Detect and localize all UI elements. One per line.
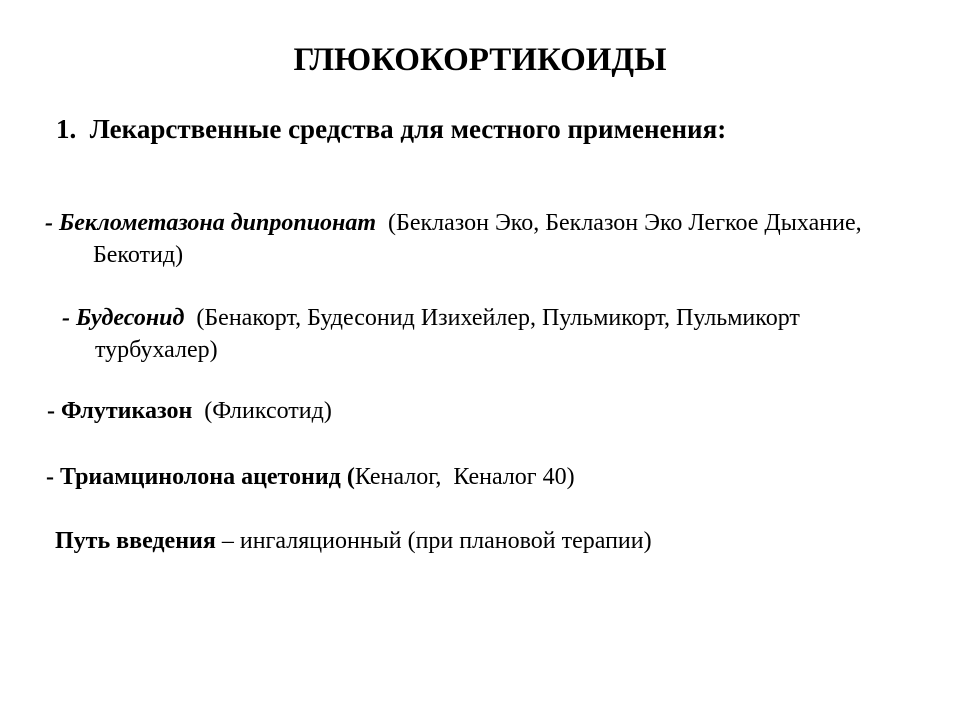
drug-item-budesonide — [45, 302, 940, 366]
drug-item-triamcinolone — [46, 461, 940, 493]
drug-name: - Триамцинолона ацетонид ( — [46, 464, 355, 490]
drug-brands: (Беклазон Эко, Беклазон Эко Легкое Дыхание, — [376, 210, 862, 236]
drug-item-beclometasone — [45, 207, 940, 271]
drug-name: - Флутиказон — [47, 398, 193, 424]
section-heading: 1. Лекарственные средства для местного применения: — [56, 114, 727, 144]
drug-brands-continued: Бекотид) — [93, 242, 184, 268]
drug-name: - Беклометазона дипропионат — [45, 210, 377, 236]
administration-route-value: – ингаляционный (при плановой терапии) — [215, 528, 652, 554]
administration-route-line — [55, 525, 940, 557]
drug-brands: (Фликсотид) — [192, 398, 332, 424]
administration-route-label: Путь введения — [55, 528, 216, 554]
drug-item-fluticasone — [47, 395, 940, 427]
drug-name: - Будесонид — [62, 305, 185, 331]
drug-brands-continued: турбухалер) — [95, 337, 218, 363]
drug-brands: (Бенакорт, Будесонид Изихейлер, Пульмикорт, Пульмикорт — [184, 305, 800, 331]
slide-title: ГЛЮКОКОРТИКОИДЫ — [293, 42, 667, 78]
drug-brands: Кеналог, Кеналог 40) — [354, 464, 575, 490]
